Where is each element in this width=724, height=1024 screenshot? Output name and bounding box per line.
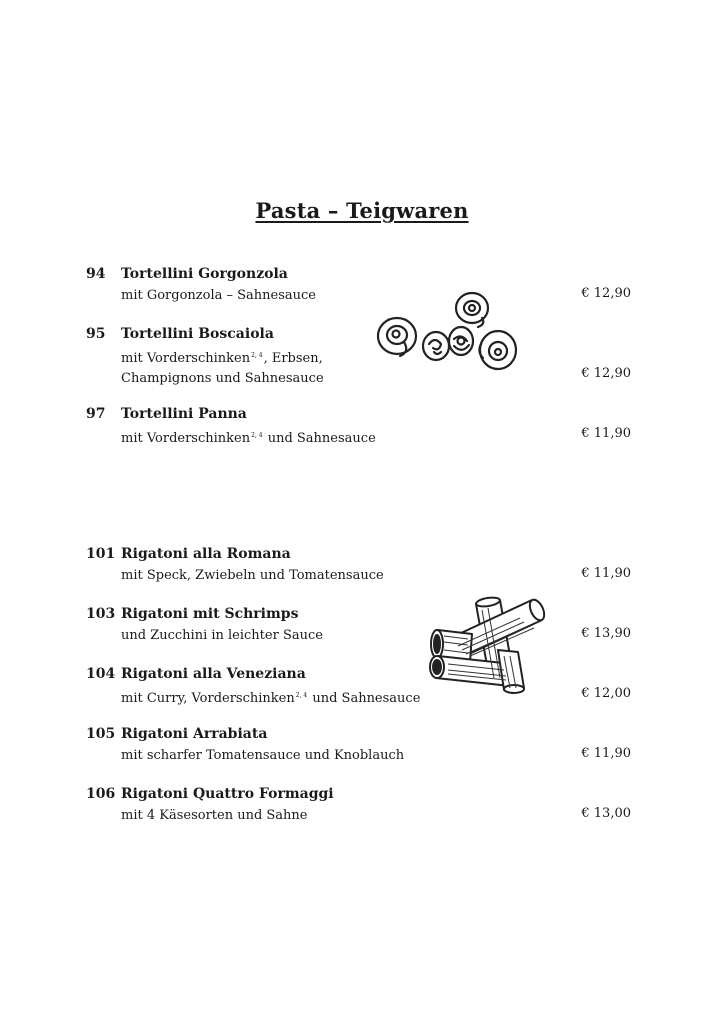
- item-name: Rigatoni Arrabiata: [121, 726, 268, 742]
- item-price: € 12,90: [581, 366, 631, 381]
- item-name: Tortellini Boscaiola: [121, 326, 274, 342]
- item-price: € 11,90: [581, 566, 631, 581]
- item-number: 95: [86, 326, 106, 342]
- item-price: € 11,90: [581, 746, 631, 761]
- item-name: Rigatoni alla Veneziana: [121, 666, 306, 682]
- item-description: [121, 626, 323, 646]
- item-description-line: Champignons und Sahnesauce: [121, 371, 324, 386]
- item-number: 105: [86, 726, 116, 742]
- item-name: Tortellini Panna: [121, 406, 247, 422]
- item-price: € 13,00: [581, 806, 631, 821]
- allergen-note: 2, 4: [251, 432, 263, 439]
- item-price: € 12,90: [581, 286, 631, 301]
- tortellini-illustration: [374, 286, 526, 376]
- item-description-text: , Erbsen,: [263, 351, 323, 366]
- item-price: € 13,90: [581, 626, 631, 641]
- rigatoni-illustration: [428, 594, 548, 694]
- item-number: 101: [86, 546, 116, 562]
- item-name: Rigatoni mit Schrimps: [121, 606, 299, 622]
- item-number: 104: [86, 666, 116, 682]
- item-number: 103: [86, 606, 116, 622]
- item-description: [121, 806, 308, 826]
- item-description-line: mit Gorgonzola – Sahnesauce: [121, 288, 316, 303]
- item-number: 106: [86, 786, 116, 802]
- item-number: 94: [86, 266, 106, 282]
- allergen-note: 2, 4: [251, 352, 263, 359]
- item-description-text: und Sahnesauce: [263, 431, 376, 446]
- item-description-text: und Sahnesauce: [308, 691, 421, 706]
- item-description: [121, 746, 404, 766]
- item-description-line: mit 4 Käsesorten und Sahne: [121, 808, 308, 823]
- item-price: € 11,90: [581, 426, 631, 441]
- item-description: [121, 686, 420, 709]
- allergen-note: 2, 4: [295, 692, 308, 699]
- item-description-line: mit Speck, Zwiebeln und Tomatensauce: [121, 568, 384, 583]
- item-description-line: mit scharfer Tomatensauce und Knoblauch: [121, 748, 405, 763]
- item-price: € 12,00: [581, 686, 631, 701]
- item-description-text: mit Vorderschinken: [121, 351, 251, 366]
- item-name: Rigatoni alla Romana: [121, 546, 291, 562]
- item-description: [121, 346, 324, 389]
- item-number: 97: [86, 406, 106, 422]
- page-title: Pasta – Teigwaren: [255, 198, 469, 223]
- item-description: [121, 566, 384, 586]
- item-name: Rigatoni Quattro Formaggi: [121, 786, 334, 802]
- item-description-line: und Zucchini in leichter Sauce: [121, 628, 323, 643]
- item-description-text: mit Curry, Vorderschinken: [121, 691, 295, 706]
- item-description-text: mit Vorderschinken: [121, 431, 251, 446]
- item-name: Tortellini Gorgonzola: [121, 266, 288, 282]
- item-description: [121, 286, 316, 306]
- item-description: [121, 426, 376, 449]
